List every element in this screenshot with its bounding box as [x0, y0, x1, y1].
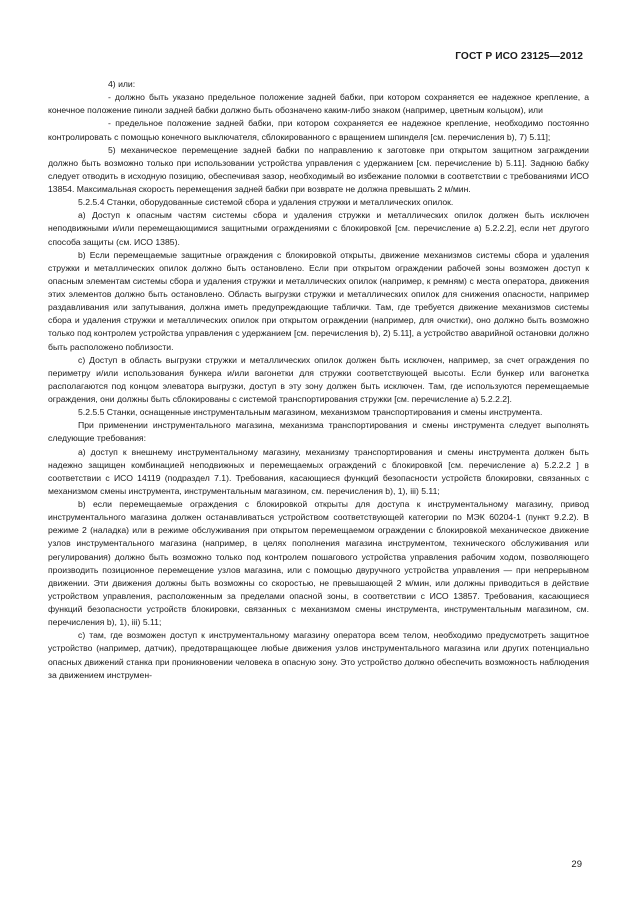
paragraph-chip-b: b) Если перемещаемые защитные ограждения с блокировкой открыты, движение механизмов системы сбора и удаления стружки и металлических опилок должно быть остановлено. Если при открытом ограждении рабочей зоны возможен доступ к опасным элементам системы сбора и удаления стружки и металлических опилок (например, к ремням) с места оператора, движения этих элементов должно быть остановлено. Область выгрузки стружки и металлических опилок для снижения опасности, например раздавливания или запутывания, должна иметь предупреждающие таблички. Там, где требуется движение механизмов системы сбора и удаления стружки и металлических опилок при открытом ограждении (например, для очистки), оно должно быть возможно только под контролем устройства управления с удержанием [см. перечисления b), 2) 5.11], а устройство аварийной остановки должно быть расположено поблизости. [48, 249, 589, 352]
paragraph-chip-c: с) Доступ в область выгрузки стружки и металлических опилок должен быть исключен, например, за счет ограждения по периметру и/или использования бункера и/или вагонетки для стружки соответствующей высоты. Если бункер или вагонетка располагаются под концом элеватора выгрузки, доступ в эту зону должен быть исключен. Там, где используются перемещаемые ограждения, они должны быть сблокированы с системой транспортирования стружки [см. перечисление а) 5.2.2.2]. [48, 354, 589, 404]
paragraph-item-4: 4) или: [108, 79, 136, 89]
paragraph-tailstock-marking: - должно быть указано предельное положение задней бабки, при котором сохраняется ее надежное крепление, а конечное положение пиноли задней бабки должно быть обозначено каким-либо знаком (например, цветным кольцом), или [48, 92, 589, 116]
section-heading-5-2-5-4: 5.2.5.4 Станки, оборудованные системой сбора и удаления стружки и металлических опилок. [78, 197, 454, 208]
paragraph-tool-a: а) доступ к внешнему инструментальному магазину, механизму транспортирования и смены инструмента должен быть надежно защищен комбинацией неподвижных и перемещаемых ограждений с блокировкой [см. перечисление а) 5.2.2.2 ] в соответствии с ИСО 14119 (подраздел 7.1). Требования, касающиеся функций безопасности устройств блокировки, связанных с механизмом смены инструмента, инструментальным магазином, см. перечисления b), 1), iii) 5.11; [48, 446, 589, 496]
paragraph-tailstock-limit-switch: - предельное положение задней бабки, при котором сохраняется ее надежное крепление, необходимо постоянно контролировать с помощью конечного выключателя, сблокированного с вращением шпинделя [см. перечисления b), 7) 5.11]; [48, 118, 589, 142]
page-number: 29 [571, 859, 582, 870]
section-heading-5-2-5-5: 5.2.5.5 Станки, оснащенные инструментальным магазином, механизмом транспортирования и смены инструмента. [78, 407, 543, 418]
document-body [48, 78, 589, 682]
paragraph-tool-b: b) если перемещаемые ограждения с блокировкой открыты для доступа к инструментальному магазину, привод инструментального магазина должен останавливаться устройством соответствующей категории по МЭК 60204-1 (пункт 9.2.2). В режиме 2 (наладка) или в режиме обслуживания при открытом перемещаемом ограждении с блокировкой механическое движение узлов инструментального магазина (например, в целях пополнения магазина инструментом, технического обслуживания или регулирования) должно быть возможно только под контролем пошагового устройства управления рабочим ходом, позволяющего производить позиционное перемещение узлов магазина, или с помощью двуручного устройства управления — при непрерывном движении. Эти движения должны быть возможны со скоростью, не превышающей 2 м/мин, или должны приводиться в действие устройством управления, расположенным за пределами опасной зоны, в соответствии с ИСО 13857. Требования, касающиеся функций безопасности устройств блокировки, связанных с механизмом смены инструмента, инструментальным магазином, см. перечисления b), 1), iii) 5.11; [48, 499, 589, 628]
standard-header: ГОСТ Р ИСО 23125—2012 [455, 51, 583, 62]
paragraph-tool-magazine-intro: При применении инструментального магазина, механизма транспортирования и смены инструмента следует выполнять следующие требования: [48, 420, 589, 444]
paragraph-item-5: 5) механическое перемещение задней бабки по направлению к заготовке при открытом защитном заграждении должно быть возможно только при использовании устройства управления с удержанием [см. перечисление b) 5.11]. Заднюю бабку следует отводить в исходную позицию, обеспечивая зазор, необходимый во избежание поломки в соответствии с требованиями ИСО 13854. Максимальная скорость перемещения задней бабки при возврате не должна превышать 2 м/мин. [48, 144, 589, 194]
paragraph-tool-c: с) там, где возможен доступ к инструментальному магазину оператора всем телом, необходимо предусмотреть защитное устройство (например, датчик), предотвращающее любые движения узлов инструментального магазина или других потенциально опасных движений станка при проникновении человека в опасную зону. Это устройство должно обеспечить возможность наблюдения за движением инструмен- [48, 630, 589, 680]
paragraph-chip-a: а) Доступ к опасным частям системы сбора и удаления стружки и металлических опилок должен быть исключен неподвижными и/или перемещающимися защитными ограждениями с блокировкой [см. перечисление а) 5.2.2.2], если нет другого способа защиты (см. ИСО 1385). [48, 210, 589, 247]
